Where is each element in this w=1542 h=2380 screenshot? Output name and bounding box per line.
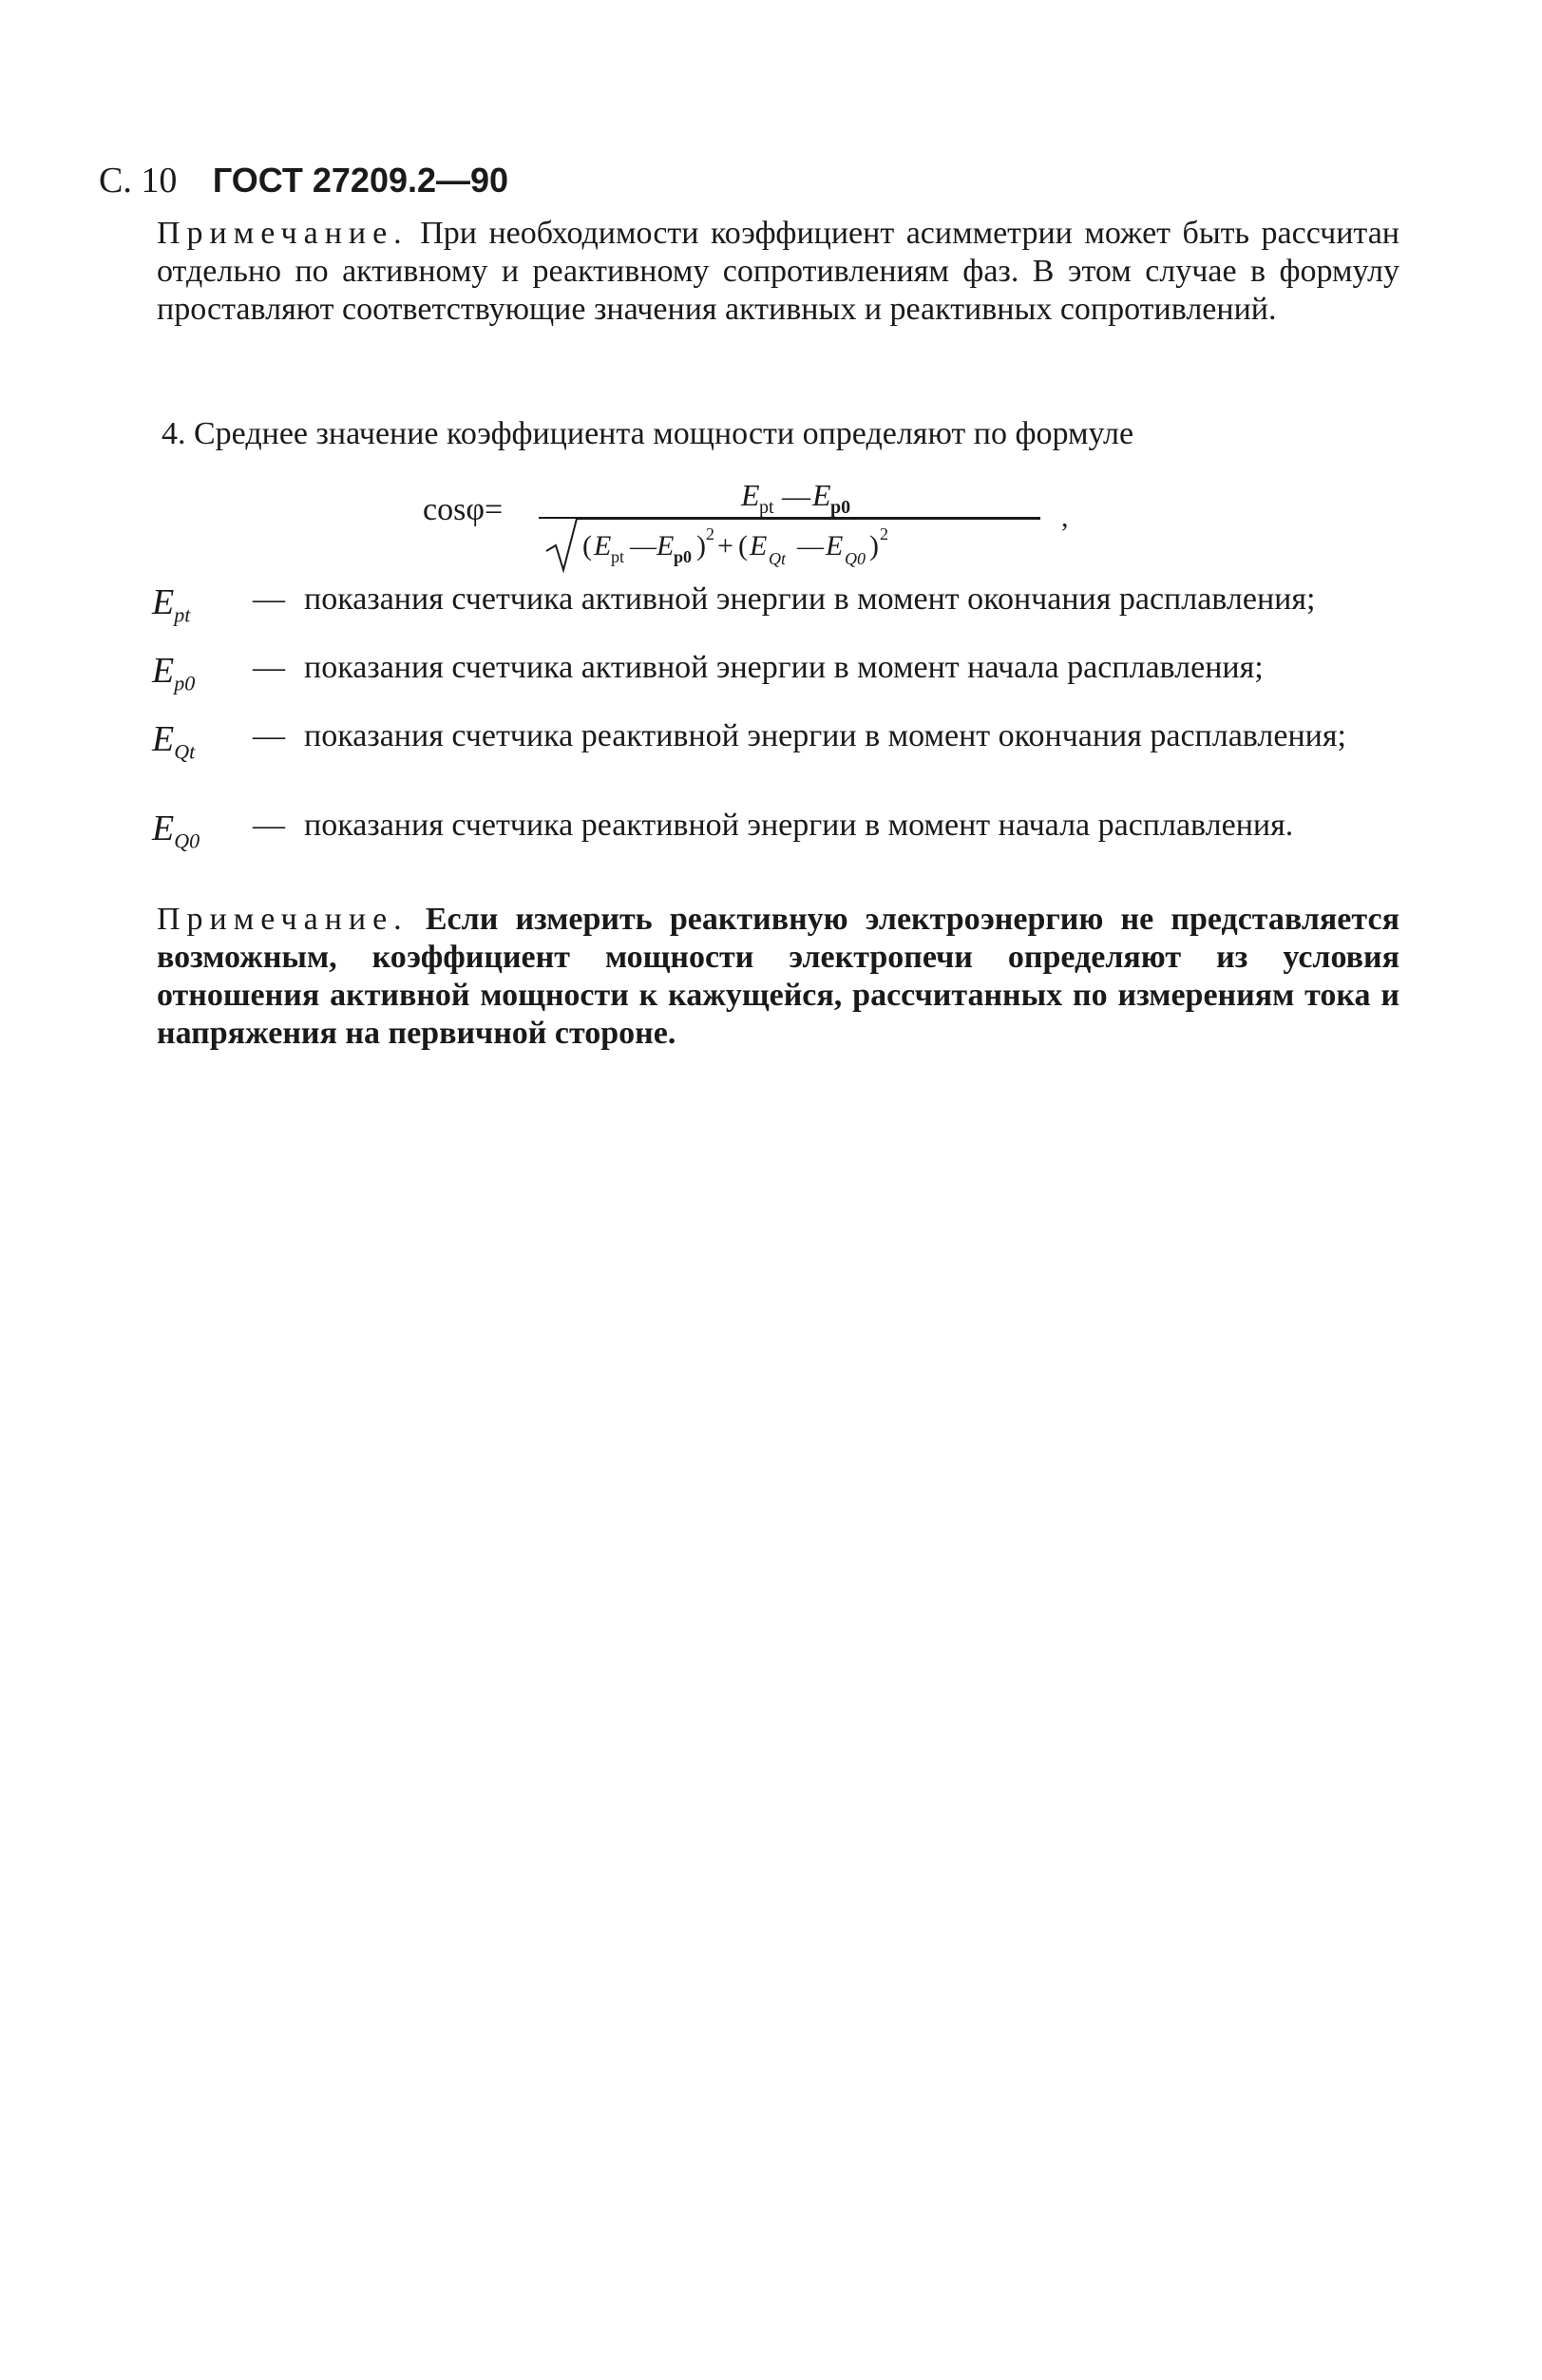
formula-svg bbox=[423, 473, 1107, 578]
formula-comma: , bbox=[1061, 502, 1069, 533]
definition-dash: — bbox=[253, 581, 285, 617]
standard-id: ГОСТ 27209.2—90 bbox=[212, 161, 509, 200]
definition-dash: — bbox=[253, 808, 285, 843]
note-body: Если измерить реактивную электроэнергию не представляется возможным, коэффициент мощности электропечи определяют из условия отношения активной мощности к кажущейся, рассчитанных по измерениям тока и напряжения на первичной стороне. bbox=[157, 902, 1399, 1051]
definition-symbol: $E_{p0}$ bbox=[152, 651, 196, 695]
svg-text:E: E bbox=[750, 530, 768, 562]
formula-lhs: cosφ= bbox=[423, 492, 504, 527]
page-header bbox=[99, 160, 508, 201]
definition-symbol: $E_{Qt}$ bbox=[152, 719, 196, 764]
svg-text:(: ( bbox=[738, 530, 748, 562]
power-factor-formula bbox=[423, 473, 1107, 578]
svg-text:—: — bbox=[782, 481, 810, 512]
note-power-factor bbox=[157, 901, 1399, 1053]
note-lead: Примечание. bbox=[157, 216, 409, 251]
definition-text: показания счетчика активной энергии в момент окончания расплавления; bbox=[304, 581, 1316, 617]
definition-symbol: $E_{Q0}$ bbox=[152, 809, 200, 853]
definition-text: показания счетчика реактивной энергии в момент окончания расплавления; bbox=[304, 718, 1346, 753]
svg-text:): ) bbox=[696, 530, 706, 562]
svg-text:E: E bbox=[826, 530, 844, 562]
svg-text:pt: pt bbox=[611, 547, 625, 566]
svg-text:E: E bbox=[812, 478, 831, 512]
svg-text:E: E bbox=[594, 530, 612, 562]
definition-dash: — bbox=[253, 650, 285, 685]
note-lead: Примечание. bbox=[157, 902, 409, 937]
svg-text:2: 2 bbox=[706, 524, 714, 543]
svg-text:Q0: Q0 bbox=[845, 549, 866, 568]
definition-dash: — bbox=[253, 718, 285, 753]
note-asymmetry bbox=[157, 215, 1399, 329]
formula-denominator bbox=[582, 524, 888, 568]
svg-text:): ) bbox=[869, 530, 879, 562]
svg-text:2: 2 bbox=[880, 524, 888, 543]
svg-text:p0: p0 bbox=[674, 547, 693, 566]
formula-numerator bbox=[740, 478, 850, 518]
svg-text:pt: pt bbox=[759, 497, 774, 518]
page-number: С. 10 bbox=[99, 161, 178, 200]
item-4-text: 4. Среднее значение коэффициента мощности определяют по формуле bbox=[162, 416, 1134, 451]
svg-text:E: E bbox=[741, 478, 760, 512]
svg-text:E: E bbox=[657, 530, 675, 562]
svg-text:(: ( bbox=[582, 530, 592, 562]
definition-text: показания счетчика активной энергии в момент начала расплавления; bbox=[304, 650, 1264, 685]
svg-text:—: — bbox=[630, 532, 657, 562]
svg-text:Qt: Qt bbox=[769, 549, 786, 568]
svg-text:p0: p0 bbox=[830, 497, 851, 518]
definition-symbol: $E_{pt}$ bbox=[152, 582, 191, 627]
note-body: При необходимости коэффициент асимметрии может быть рассчитан отдельно по активному и реактивному сопротивлениям фаз. В этом случае в формулу проставляют соответствующие значения активных и реактивных сопротивлений. bbox=[157, 216, 1399, 327]
definition-text: показания счетчика реактивной энергии в момент начала расплавления. bbox=[304, 808, 1294, 843]
svg-text:+: + bbox=[717, 530, 733, 562]
svg-text:—: — bbox=[797, 532, 824, 562]
